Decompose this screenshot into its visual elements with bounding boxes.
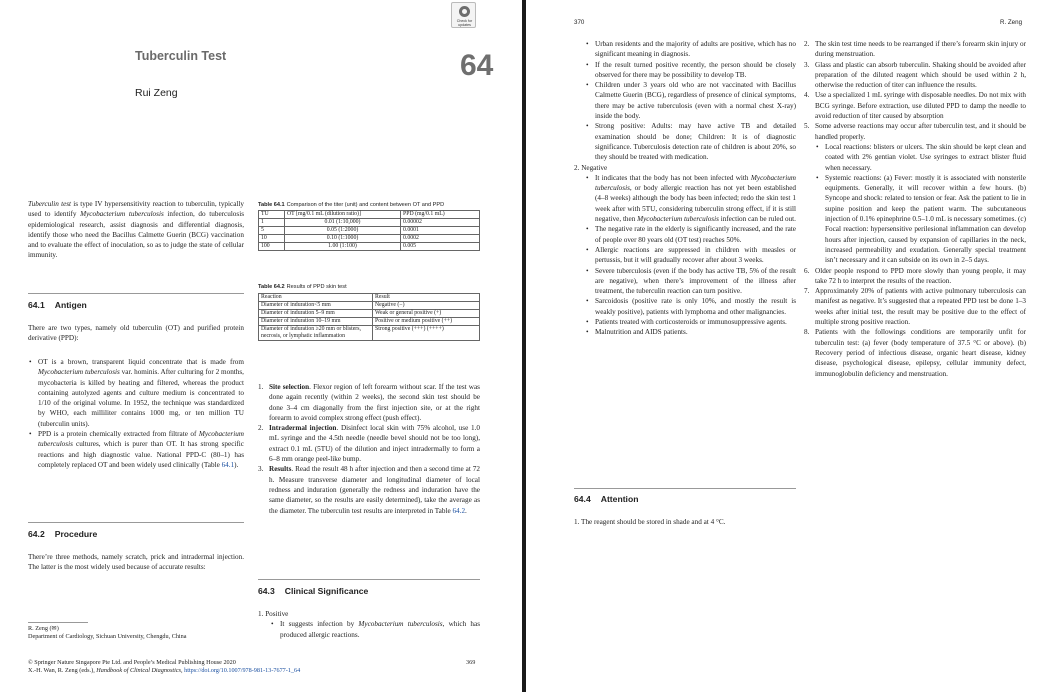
clinical-positive-item: 1. Positive • It suggests infection by Mycobacterium tuberculosis, which has produced allergic reactions. xyxy=(258,609,480,640)
check-for-updates-badge[interactable] xyxy=(451,2,476,28)
section-rule xyxy=(28,293,244,294)
list-item: • Systemic reactions: (a) Fever: mostly it is associated with nonsterile equipments. Generally, it will recover within a few hours. (b) Syncope and shock: related to tension or fear. Ask the patient to lie in supine position and keep the patient warm. The subcutaneous injection of 0.1% epinephrine 0.5–1.0 mL is necessary sometimes. (c) Focal reaction: hypersensitive perilesional inflammation can develop hours after injection, caused by expansion of capillaries in the neck, increased permeability and exudation. Generally special treatment isn’t necessary and it can subside on its own in 2–5 days. xyxy=(815,173,1026,266)
section-rule xyxy=(258,579,480,580)
list-item: • Patients treated with corticosteroids or immunosuppressive agents. xyxy=(585,317,796,327)
list-item: • Sarcoidosis (positive rate is only 10%, and mostly the result is weakly positive), patients with lymphoma and other malignancies. xyxy=(585,296,796,317)
list-item: • The negative rate in the elderly is significantly increased, and the rate of people over 80 years old (OT test) reaches 50%. xyxy=(585,224,796,245)
titer-comparison-table xyxy=(258,210,480,251)
section-number: 64.1 xyxy=(28,300,45,310)
chapter-author: Rui Zeng xyxy=(135,87,178,99)
adverse-reaction-list xyxy=(815,142,1026,266)
ppd-results-table xyxy=(258,293,480,341)
book-title: Handbook of Clinical Diagnostics xyxy=(96,667,182,674)
table-row: Diameter of induration<5 mm Negative (−) xyxy=(259,302,480,310)
antigen-paragraph: There are two types, namely old tuberculin (OT) and purified protein derivative (PPD): xyxy=(28,324,244,343)
section-title: Procedure xyxy=(54,529,98,539)
section-heading-antigen xyxy=(28,300,87,310)
table-header-cell: OT [mg/0.1 mL (dilution ratio)] xyxy=(285,211,401,219)
table1-label: Table 64.1 xyxy=(258,202,285,208)
table2-caption: Table 64.2 Results of PPD skin test xyxy=(258,284,347,290)
chapter-number: 64 xyxy=(460,49,494,82)
section-heading-procedure xyxy=(28,529,97,539)
list-item: 4. Use a specialized 1 mL syringe with disposable needles. Do not mix with BCG syringe. Before extraction, use diluted PPD to damp the needle to avoid reduction of titer caused by absorption xyxy=(804,91,1026,121)
author-footnote xyxy=(28,625,258,641)
section-rule xyxy=(28,522,244,523)
section-title: Attention xyxy=(600,494,639,504)
intro-term: Tuberculin test xyxy=(28,200,72,208)
section-title: Clinical Significance xyxy=(284,586,369,596)
footnote-rule xyxy=(28,622,88,623)
table-row: Diameter of induration ≥20 mm or blisters, necrosis, or lymphatic inflammation Strong positive (+++) (++++) xyxy=(259,326,480,341)
list-item: 3. Glass and plastic can absorb tuberculin. Shaking should be avoided after preparation of the diluted reagent which should be used within 2 h, otherwise the reduction of titer can influence the results. xyxy=(804,60,1026,90)
section-number: 64.2 xyxy=(28,529,45,539)
table-row: Diameter of induration 10–19 mm Positive or medium positive (++) xyxy=(259,318,480,326)
author-note-affiliation: Department of Cardiology, Sichuan University, Chengdu, China xyxy=(28,633,187,640)
negative-item: 2. Negative xyxy=(574,163,608,172)
clinical-col-1 xyxy=(574,39,796,338)
doi-link[interactable]: https://doi.org/10.1007/978-981-13-7677-1_64 xyxy=(184,667,301,674)
list-item: • Local reactions: blisters or ulcers. The skin should be kept clean and coated with 2% gentian violet. Use syringes to extract blister fluid when necessary. xyxy=(815,142,1026,173)
positive-list-cont xyxy=(585,39,796,163)
table-row: 10 0.10 (1:1000) 0.0002 xyxy=(259,235,480,243)
table-row: 5 0.05 (1:2000) 0.0001 xyxy=(259,227,480,235)
table-header-row xyxy=(259,211,480,219)
table-header-cell: PPD (mg/0.1 mL) xyxy=(401,211,480,219)
table-ref-link[interactable]: 64.2 xyxy=(452,506,466,515)
intro-text-1: is type IV hypersensitivity reaction to tuberculin, typically used to identify xyxy=(28,200,244,219)
list-item: • PPD is a protein chemically extracted from filtrate of Mycobacterium tuberculosis cultures, which is purer than OT. It has strong specific reactions and high diagnostic value. National PPD-C (80–1) has completely replaced OT and been widely used clinically (Table 64.1). xyxy=(28,429,244,470)
crossmark-icon xyxy=(459,6,470,17)
table1-caption: Table 64.1 Comparison of the titer (unit) and content between OT and PPD xyxy=(258,202,445,208)
table-ref-link[interactable]: 64.1 xyxy=(221,460,235,469)
list-item: 1. Site selection. Flexor region of left forearm without scar. If the test was done again recently (within 2 weeks), the second skin test should be done 3–4 cm diagonally from the first injection site, or at the right forearm to avoid complex strong effect (push effect). xyxy=(258,383,480,422)
page-number: 370 xyxy=(574,19,585,26)
procedure-steps xyxy=(258,382,480,516)
section-heading-attention xyxy=(574,494,638,504)
list-item: • Children under 3 years old who are not vaccinated with Bacillus Calmette Guerin (BCG), regardless of presence of clinical symptoms, there may be active tuberculosis (even with a normal chest X-ray) inside the body. xyxy=(585,80,796,121)
section-heading-clinical-significance xyxy=(258,586,368,596)
list-item: • Severe tuberculosis (even if the body has active TB, 5% of the result are negative), when there’s improvement of the illness after treatment, the tuberculin reaction can turn positive. xyxy=(585,266,796,297)
list-item: 2. The skin test time needs to be rearranged if there’s forearm skin injury or during menstruation. xyxy=(804,40,1026,59)
procedure-paragraph: There’re three methods, namely scratch, prick and intradermal injection. The latter is the most widely used because of accurate results: xyxy=(28,553,244,572)
list-item: • Malnutrition and AIDS patients. xyxy=(585,327,796,337)
citation-line: X.-H. Wan, R. Zeng (eds.), Handbook of Clinical Diagnostics, https://doi.org/10.1007/978-981-13-7677-1_64 xyxy=(28,667,301,674)
intro-organism: Mycobacterium tuberculosis xyxy=(80,210,164,219)
table-header-row xyxy=(259,294,480,302)
copyright-line: © Springer Nature Singapore Pte Ltd. and People’s Medical Publishing House 2020 xyxy=(28,659,236,666)
page-number: 369 xyxy=(466,659,476,666)
right-page xyxy=(526,0,1044,692)
section-title: Antigen xyxy=(54,300,87,310)
section-rule xyxy=(574,488,796,489)
chapter-title: Tuberculin Test xyxy=(135,49,227,63)
list-item: 3. Results. Read the result 48 h after injection and then a second time at 72 h. Measure transverse diameter and longitudinal diameter of local redness and induration (generally the redness and induration have the same diameter, so the results are easily determined), take the average as the diameter. The tuberculin test results are interpreted in Table 64.2. xyxy=(258,465,480,515)
table-header-cell: TU xyxy=(259,211,285,219)
list-item: 7. Approximately 20% of patients with active pulmonary tuberculosis can manifest as negative. It’s suggested that a repeated PPD test be done 1–3 weeks after initial test, the result may be positive due to the effect of multiple strong positive reaction. xyxy=(804,287,1026,327)
list-item: • It indicates that the body has not been infected with Mycobacterium tuberculosis, or body allergic reaction has not yet been established (4–8 weeks) although the body has been infected; redo the skin test 1 week after with 5TU, considering tuberculin strong effect, if it is still negative, then Mycobacterium tuberculosis infection can be ruled out. xyxy=(585,173,796,224)
list-item: • Strong positive: Adults: may have active TB and detailed examination should be done; Children: It is of diagnostic significance. Tuberculosis detection rate of children is about 20%, so they should be treated with medication. xyxy=(585,121,796,162)
list-item: 8. Patients with the followings conditions are temporarily unfit for tuberculin test: (a) fever (body temperature of 37.5 °C or above). (b) Recovery period of infectious disease, organic heart disease, kidney disease, psychological disease, epilepsy, cellular immunity defect, immunoglobulin deficiency and menstruation. xyxy=(804,328,1026,378)
table-row: 1 0.01 (1:10,000) 0.00002 xyxy=(259,219,480,227)
badge-line2: updates xyxy=(458,23,471,28)
table-header-cell: Result xyxy=(373,294,480,302)
running-head: R. Zeng xyxy=(1000,19,1023,26)
intro-text-2: infection, do tuberculosis epidemiological research, assist diagnosis and differential diagnosis, identify those who need the Bacillus Calmette Guerin (BCG) vaccination and to evaluate the effect of inoculation, so as to judge the state of cellular immunity. xyxy=(28,210,244,260)
copyright-block xyxy=(28,659,428,675)
section-number: 64.4 xyxy=(574,494,591,504)
table-header-cell: Reaction xyxy=(259,294,373,302)
negative-list xyxy=(585,173,796,338)
table2-label: Table 64.2 xyxy=(258,284,285,290)
list-item: • It suggests infection by Mycobacterium tuberculosis, which has produced allergic reactions. xyxy=(270,619,480,640)
table-row: Diameter of induration 5–9 mm Weak or general positive (+) xyxy=(259,310,480,318)
list-item: 5. Some adverse reactions may occur after tuberculin test, and it should be handled properly. • Local reactions: blisters or ulcers. The skin should be kept clean and coated with 2% gentian violet. Use syringes to extract blister fluid when necessary. • Systemic reactions: (a) Fever: mostly it is associated with nonsterile equipments. Generally, it will recover within a few hours. (b) Syncope and shock: related to tension or fear. Ask the patient to lie in supine position and keep the patient warm. The subcutaneous injection of 0.1% epinephrine 0.5–1.0 mL is necessary sometimes. (c) Focal reaction: hypersensitive perilesional inflammation can develop hours after injection, caused by expansion of capillaries in the neck, increased permeability and exudation. Generally special treatment isn’t necessary and it can subside on its own in 2–5 days. xyxy=(804,121,1026,265)
positive-list xyxy=(270,619,480,640)
intro-paragraph xyxy=(28,199,244,261)
antigen-list xyxy=(28,357,244,470)
badge-line1: Check for xyxy=(456,19,473,23)
attention-item-1: 1. The reagent should be stored in shade and at 4 °C. xyxy=(574,518,726,526)
table-row: 100 1.00 (1:100) 0.005 xyxy=(259,243,480,251)
list-item: 6. Older people respond to PPD more slowly than young people, it may take 72 h to interpret the results of the reaction. xyxy=(804,266,1026,285)
author-note-name: R. Zeng (✉) xyxy=(28,625,59,632)
list-item: • OT is a brown, transparent liquid concentrate that is made from Mycobacterium tuberculosis var. hominis. After culturing for 2 months, mycobacteria is killed by heating and filtered, whereas the product containing autolyzed agents and culture medium is concentrated to 1/10 of the original volume. In 1952, the technique was standardized by WHO, each milliliter contains 1000 mg, or ten million TU (tuberculin units). xyxy=(28,357,244,429)
attention-list xyxy=(804,39,1026,379)
list-item: • Urban residents and the majority of adults are positive, which has no significant meaning in diagnosis. xyxy=(585,39,796,60)
section-number: 64.3 xyxy=(258,586,275,596)
list-item: 2. Intradermal injection. Disinfect local skin with 75% alcohol, use 1.0 mL syringe and the 4.5th needle (needle bevel should not be too long), extract 0.1 mL (5TU) of the dilution and inject intradermally to form a 6–8 mm orange peel-like bump. xyxy=(258,424,480,464)
list-item: • Allergic reactions are suppressed in children with measles or pertussis, but it will gradually recover after about 3 weeks. xyxy=(585,245,796,266)
list-item: • If the result turned positive recently, the person should be closely observed for there may be possibility to develop TB. xyxy=(585,60,796,81)
